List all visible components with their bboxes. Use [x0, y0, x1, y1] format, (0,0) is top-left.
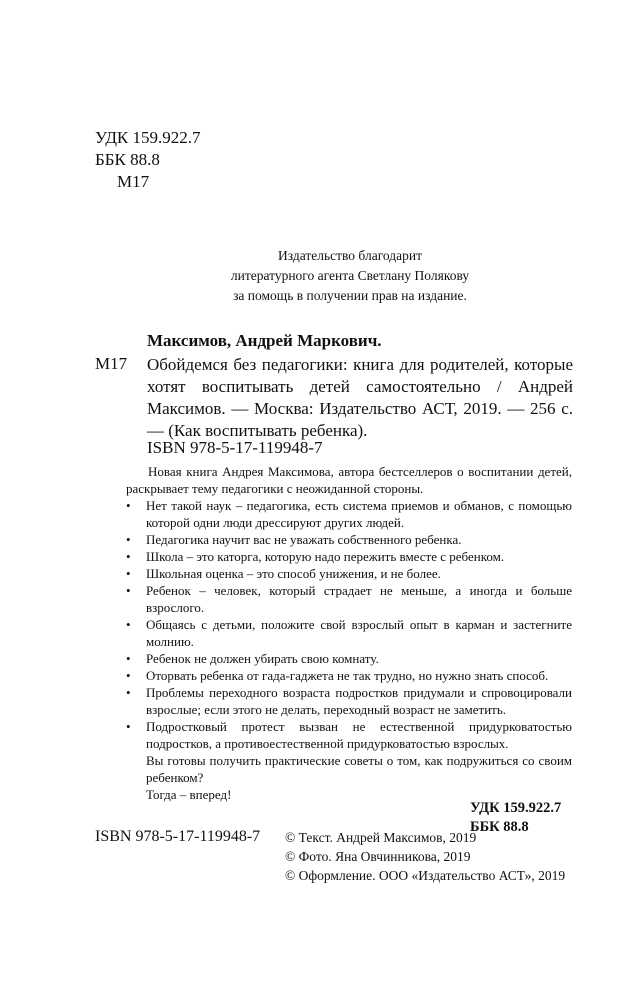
- list-item: • Ребенок – человек, который страдает не меньше, а иногда и больше взрослого.: [126, 582, 572, 616]
- list-item: • Школьная оценка – это способ унижения, и не более.: [126, 565, 572, 582]
- record-isbn: ISBN 978-5-17-119948-7: [147, 438, 323, 457]
- footer-udk-code: УДК 159.922.7: [470, 800, 562, 816]
- acknowledgment-line: Издательство благодарит: [278, 248, 422, 263]
- list-item: • Проблемы переходного возраста подростков придумали и спровоцировали взрослые; если этого не делать, переходный возраст не заметить.: [126, 684, 572, 718]
- list-item: • Оторвать ребенка от гада-гаджета не так трудно, но нужно знать способ.: [126, 667, 572, 684]
- acknowledgment: [200, 246, 500, 306]
- bibliographic-description: Обойдемся без педагогики: книга для родителей, которые хотят воспитывать детей самостоятельно / Андрей Максимов. — Москва: Издательство АСТ, 2019. — 256 с. — (Как воспитывать ребенка).: [147, 355, 573, 440]
- annotation-intro: Новая книга Андрея Максимова, автора бестселлеров о воспитании детей, раскрывает тему педагогики с неожиданной стороны.: [126, 464, 572, 496]
- footer-bbk-code: ББК 88.8: [470, 819, 529, 835]
- annotation-list: [126, 497, 572, 752]
- list-item: • Школа – это каторга, которую надо пережить вместе с ребенком.: [126, 548, 572, 565]
- annotation-closing: Тогда – вперед!: [146, 787, 232, 802]
- copyright-line: © Фото. Яна Овчинникова, 2019: [285, 849, 471, 864]
- list-item: • Общаясь с детьми, положите свой взрослый опыт в карман и застегните молнию.: [126, 616, 572, 650]
- record-author-mark: М17: [95, 354, 128, 373]
- copyright-line: © Оформление. ООО «Издательство АСТ», 2019: [285, 868, 566, 883]
- record-author: Максимов, Андрей Маркович.: [147, 331, 382, 350]
- acknowledgment-line: за помощь в получении прав на издание.: [233, 288, 467, 303]
- classification-codes: [95, 127, 201, 193]
- udk-code: УДК 159.922.7: [95, 128, 201, 147]
- list-item: • Подростковый протест вызван не естественной придурковатостью подростков, а противоестественной придурковатостью взрослых.: [126, 718, 572, 752]
- annotation-outro: Вы готовы получить практические советы о том, как подружиться со своим ребенком?: [146, 753, 572, 785]
- copyright-notices: [285, 828, 565, 885]
- annotation: [126, 463, 572, 803]
- copyright-line: © Текст. Андрей Максимов, 2019: [285, 830, 477, 845]
- acknowledgment-line: литературного агента Светлану Полякову: [230, 268, 470, 283]
- bbk-code: ББК 88.8: [95, 150, 160, 169]
- author-mark: М17: [117, 172, 150, 191]
- list-item: • Педагогика научит вас не уважать собственного ребенка.: [126, 531, 572, 548]
- list-item: • Нет такой наук – педагогика, есть система приемов и обманов, с помощью которой одни люди дрессируют других людей.: [126, 497, 572, 531]
- list-item: • Ребенок не должен убирать свою комнату.: [126, 650, 572, 667]
- footer-isbn: ISBN 978-5-17-119948-7: [95, 828, 261, 845]
